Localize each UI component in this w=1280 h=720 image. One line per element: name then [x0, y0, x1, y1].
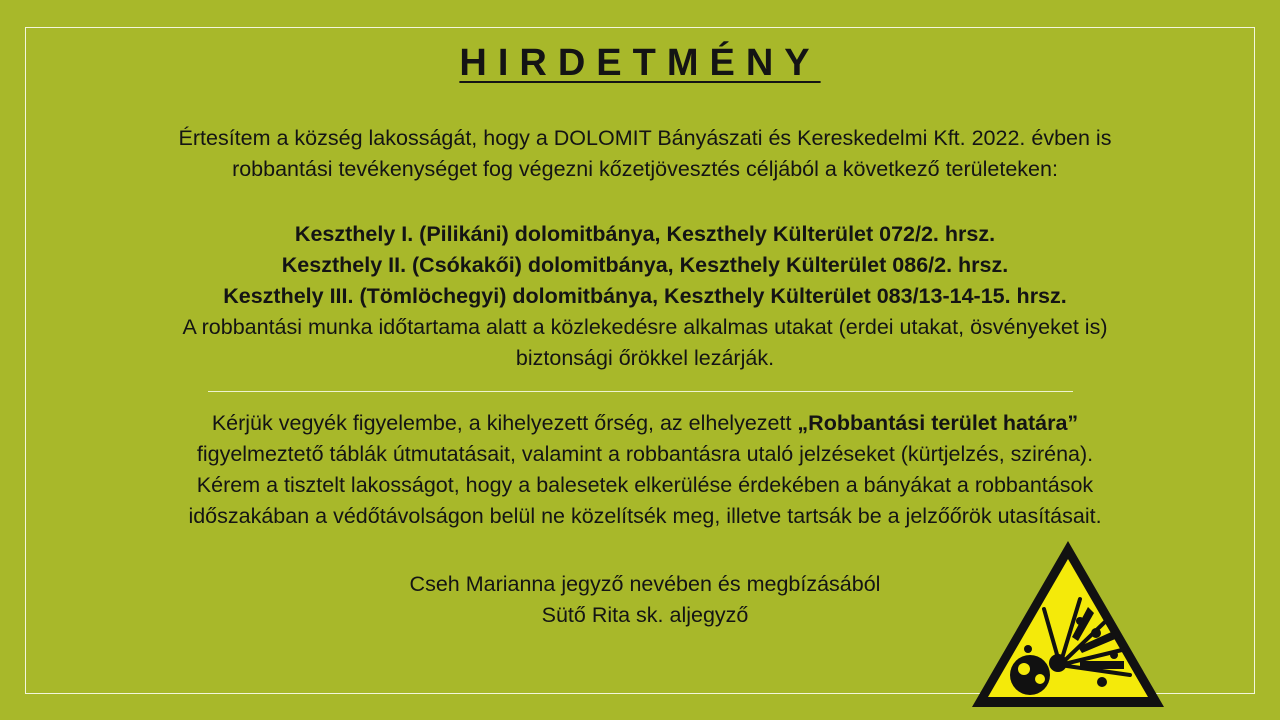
intro-paragraph: [90, 123, 1200, 185]
notice-paragraph: [90, 408, 1200, 532]
notice-line-1: [90, 408, 1200, 439]
site-item: Keszthely I. (Pilikáni) dolomitbánya, Keszthely Külterület 072/2. hrsz.: [294, 222, 996, 246]
divider: [208, 391, 1073, 392]
notice-line-2: figyelmeztető táblák útmutatásait, valamint a robbantásra utaló jelzéseket (kürtjelzés, sziréna).: [196, 442, 1094, 466]
explosive-warning-icon: [968, 537, 1168, 712]
page-title: HIRDETMÉNY: [459, 42, 821, 84]
closure-line-1: A robbantási munka időtartama alatt a közlekedésre alkalmas utakat (erdei utakat, ösvényeket is): [182, 315, 1108, 339]
closure-line-2: biztonsági őrökkel lezárják.: [515, 346, 775, 370]
notice-line-4: időszakában a védőtávolságon belül ne közelítsék meg, illetve tartsák be a jelzőőrök utasításait.: [188, 504, 1102, 528]
site-item: Keszthely II. (Csókakői) dolomitbánya, Keszthely Külterület 086/2. hrsz.: [281, 253, 1009, 277]
signature-line-1: Cseh Marianna jegyző nevében és megbízásából: [409, 572, 881, 596]
intro-line-2: robbantási tevékenységet fog végezni kőzetjövesztés céljából a következő területeken:: [232, 157, 1058, 181]
site-item: Keszthely III. (Tömlöchegyi) dolomitbánya, Keszthely Külterület 083/13-14-15. hrsz.: [223, 284, 1067, 308]
intro-line-1: Értesítem a község lakosságát, hogy a DOLOMIT Bányászati és Kereskedelmi Kft. 2022. évben is: [178, 126, 1112, 150]
sites-list: [90, 219, 1200, 374]
boundary-sign-name: „Robbantási terület határa”: [797, 411, 1079, 435]
notice-line-1-text: Kérjük vegyék figyelembe, a kihelyezett őrség, az elhelyezett: [211, 411, 798, 435]
notice-line-3: Kérem a tisztelt lakosságot, hogy a balesetek elkerülése érdekében a bányákat a robbantások: [196, 473, 1094, 497]
signature-line-2: Sütő Rita sk. aljegyző: [541, 603, 749, 627]
